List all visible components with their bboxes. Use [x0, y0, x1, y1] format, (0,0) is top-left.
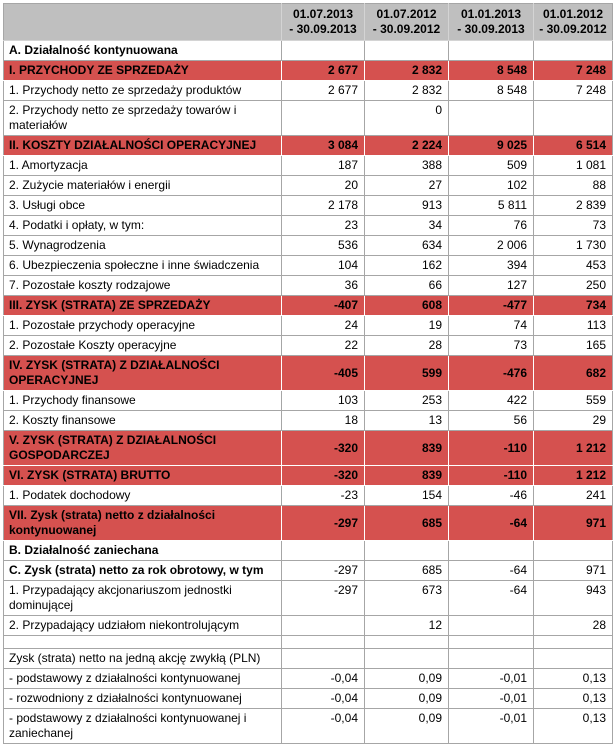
- value-cell: 36: [282, 276, 365, 296]
- value-cell: 2 832: [365, 81, 449, 101]
- table-row: [4, 176, 613, 196]
- table-row: [4, 356, 613, 391]
- value-cell: 253: [365, 391, 449, 411]
- table-row: [4, 391, 613, 411]
- value-cell: 2 677: [282, 81, 365, 101]
- row-label: A. Działalność kontynuowana: [4, 41, 282, 61]
- value-cell: 22: [282, 336, 365, 356]
- period-end: - 30.09.2012: [372, 22, 441, 36]
- value-cell: 536: [282, 236, 365, 256]
- row-label: V. ZYSK (STRATA) Z DZIAŁALNOŚCI GOSPODARCZEJ: [4, 431, 282, 466]
- value-cell: 8 548: [449, 61, 534, 81]
- value-cell: 165: [534, 336, 613, 356]
- row-label: 1. Amortyzacja: [4, 156, 282, 176]
- value-cell: -0,04: [282, 709, 365, 744]
- value-cell: 0,13: [534, 709, 613, 744]
- value-cell: 2 006: [449, 236, 534, 256]
- column-header-period-3: [449, 4, 534, 41]
- row-label: - rozwodniony z działalności kontynuowanej: [4, 689, 282, 709]
- value-cell: [449, 41, 534, 61]
- table-row: [4, 561, 613, 581]
- row-label: 2. Przychody netto ze sprzedaży towarów i materiałów: [4, 101, 282, 136]
- value-cell: [282, 616, 365, 636]
- value-cell: 127: [449, 276, 534, 296]
- period-end: - 30.09.2012: [539, 22, 607, 36]
- value-cell: -0,01: [449, 669, 534, 689]
- table-row: [4, 649, 613, 669]
- value-cell: 971: [534, 506, 613, 541]
- value-cell: 74: [449, 316, 534, 336]
- value-cell: 102: [449, 176, 534, 196]
- value-cell: -320: [282, 431, 365, 466]
- table-row: [4, 411, 613, 431]
- row-label: 3. Usługi obce: [4, 196, 282, 216]
- value-cell: 943: [534, 581, 613, 616]
- value-cell: -64: [449, 506, 534, 541]
- value-cell: 734: [534, 296, 613, 316]
- value-cell: 913: [365, 196, 449, 216]
- row-label: - podstawowy z działalności kontynuowanej i zaniechanej: [4, 709, 282, 744]
- row-label: 1. Przypadający akcjonariuszom jednostki dominującej: [4, 581, 282, 616]
- value-cell: 0,09: [365, 689, 449, 709]
- value-cell: 839: [365, 431, 449, 466]
- value-cell: 634: [365, 236, 449, 256]
- value-cell: [365, 541, 449, 561]
- value-cell: -110: [449, 431, 534, 466]
- row-label: VII. Zysk (strata) netto z działalności kontynuowanej: [4, 506, 282, 541]
- row-label: VI. ZYSK (STRATA) BRUTTO: [4, 466, 282, 486]
- value-cell: 19: [365, 316, 449, 336]
- value-cell: 13: [365, 411, 449, 431]
- header-row: [4, 4, 613, 41]
- value-cell: [534, 636, 613, 649]
- table-header: [4, 4, 613, 41]
- row-label: I. PRZYCHODY ZE SPRZEDAŻY: [4, 61, 282, 81]
- row-label: 1. Pozostałe przychody operacyjne: [4, 316, 282, 336]
- value-cell: -297: [282, 581, 365, 616]
- table-row: [4, 581, 613, 616]
- value-cell: 27: [365, 176, 449, 196]
- row-label: 1. Przychody finansowe: [4, 391, 282, 411]
- column-header-period-1: [282, 4, 365, 41]
- value-cell: -476: [449, 356, 534, 391]
- table-row: [4, 81, 613, 101]
- value-cell: [282, 541, 365, 561]
- value-cell: 5 811: [449, 196, 534, 216]
- value-cell: 388: [365, 156, 449, 176]
- table-row: [4, 41, 613, 61]
- value-cell: -297: [282, 506, 365, 541]
- table-row: [4, 506, 613, 541]
- value-cell: -477: [449, 296, 534, 316]
- value-cell: 2 224: [365, 136, 449, 156]
- value-cell: -405: [282, 356, 365, 391]
- row-label: 5. Wynagrodzenia: [4, 236, 282, 256]
- period-end: - 30.09.2013: [289, 22, 357, 36]
- row-label: II. KOSZTY DZIAŁALNOŚCI OPERACYJNEJ: [4, 136, 282, 156]
- value-cell: 839: [365, 466, 449, 486]
- value-cell: 187: [282, 156, 365, 176]
- value-cell: 422: [449, 391, 534, 411]
- value-cell: 162: [365, 256, 449, 276]
- table-row: [4, 296, 613, 316]
- value-cell: 599: [365, 356, 449, 391]
- value-cell: 682: [534, 356, 613, 391]
- table-row: [4, 336, 613, 356]
- value-cell: 1 081: [534, 156, 613, 176]
- value-cell: 1 212: [534, 466, 613, 486]
- value-cell: 18: [282, 411, 365, 431]
- value-cell: 28: [365, 336, 449, 356]
- value-cell: 0,13: [534, 669, 613, 689]
- table-row: [4, 541, 613, 561]
- value-cell: -0,04: [282, 669, 365, 689]
- value-cell: 73: [534, 216, 613, 236]
- corner-header: [4, 4, 282, 41]
- value-cell: 9 025: [449, 136, 534, 156]
- value-cell: 12: [365, 616, 449, 636]
- period-start: 01.01.2012: [542, 7, 604, 21]
- value-cell: 3 084: [282, 136, 365, 156]
- value-cell: [282, 101, 365, 136]
- row-label: - podstawowy z działalności kontynuowanej: [4, 669, 282, 689]
- value-cell: 685: [365, 561, 449, 581]
- table-row: [4, 486, 613, 506]
- table-row: [4, 136, 613, 156]
- table-row: [4, 316, 613, 336]
- value-cell: 559: [534, 391, 613, 411]
- value-cell: -64: [449, 561, 534, 581]
- row-label: 4. Podatki i opłaty, w tym:: [4, 216, 282, 236]
- value-cell: -0,01: [449, 709, 534, 744]
- value-cell: [365, 649, 449, 669]
- value-cell: 76: [449, 216, 534, 236]
- table-row: [4, 61, 613, 81]
- value-cell: 250: [534, 276, 613, 296]
- row-label: 2. Przypadający udziałom niekontrolującym: [4, 616, 282, 636]
- period-start: 01.07.2013: [292, 7, 354, 21]
- row-label: B. Działalność zaniechana: [4, 541, 282, 561]
- table-row: [4, 709, 613, 744]
- row-label: 2. Pozostałe Koszty operacyjne: [4, 336, 282, 356]
- table-row: [4, 256, 613, 276]
- value-cell: 104: [282, 256, 365, 276]
- value-cell: 34: [365, 216, 449, 236]
- value-cell: 20: [282, 176, 365, 196]
- value-cell: 1 212: [534, 431, 613, 466]
- value-cell: 28: [534, 616, 613, 636]
- value-cell: 2 677: [282, 61, 365, 81]
- table-row: [4, 466, 613, 486]
- value-cell: -23: [282, 486, 365, 506]
- value-cell: 29: [534, 411, 613, 431]
- value-cell: 2 178: [282, 196, 365, 216]
- period-end: - 30.09.2013: [457, 22, 525, 36]
- value-cell: 2 832: [365, 61, 449, 81]
- column-header-period-4: [534, 4, 613, 41]
- value-cell: -407: [282, 296, 365, 316]
- value-cell: -46: [449, 486, 534, 506]
- row-label: Zysk (strata) netto na jedną akcję zwykłą (PLN): [4, 649, 282, 669]
- value-cell: [282, 636, 365, 649]
- value-cell: [282, 41, 365, 61]
- table-row: [4, 276, 613, 296]
- value-cell: [449, 636, 534, 649]
- value-cell: -110: [449, 466, 534, 486]
- value-cell: [534, 41, 613, 61]
- value-cell: 66: [365, 276, 449, 296]
- value-cell: 7 248: [534, 81, 613, 101]
- row-label: 7. Pozostałe koszty rodzajowe: [4, 276, 282, 296]
- value-cell: 8 548: [449, 81, 534, 101]
- row-label: C. Zysk (strata) netto za rok obrotowy, w tym: [4, 561, 282, 581]
- value-cell: -0,01: [449, 689, 534, 709]
- table-row: [4, 669, 613, 689]
- table-row: [4, 216, 613, 236]
- value-cell: [534, 649, 613, 669]
- value-cell: -0,04: [282, 689, 365, 709]
- value-cell: [449, 541, 534, 561]
- table-body: [4, 41, 613, 744]
- table-row: [4, 101, 613, 136]
- value-cell: [534, 541, 613, 561]
- row-label: 2. Koszty finansowe: [4, 411, 282, 431]
- row-label: [4, 636, 282, 649]
- value-cell: 24: [282, 316, 365, 336]
- row-label: 6. Ubezpieczenia społeczne i inne świadczenia: [4, 256, 282, 276]
- value-cell: 88: [534, 176, 613, 196]
- value-cell: 394: [449, 256, 534, 276]
- value-cell: 673: [365, 581, 449, 616]
- row-label: IV. ZYSK (STRATA) Z DZIAŁALNOŚCI OPERACYJNEJ: [4, 356, 282, 391]
- value-cell: 56: [449, 411, 534, 431]
- value-cell: 154: [365, 486, 449, 506]
- value-cell: -320: [282, 466, 365, 486]
- value-cell: -64: [449, 581, 534, 616]
- value-cell: 453: [534, 256, 613, 276]
- value-cell: 7 248: [534, 61, 613, 81]
- value-cell: 1 730: [534, 236, 613, 256]
- row-label: 1. Przychody netto ze sprzedaży produktów: [4, 81, 282, 101]
- profit-loss-table: [3, 3, 613, 744]
- value-cell: 608: [365, 296, 449, 316]
- value-cell: 0: [365, 101, 449, 136]
- value-cell: [282, 649, 365, 669]
- table-row: [4, 236, 613, 256]
- table-row: [4, 616, 613, 636]
- value-cell: [534, 101, 613, 136]
- value-cell: 6 514: [534, 136, 613, 156]
- value-cell: [449, 649, 534, 669]
- row-label: 2. Zużycie materiałów i energii: [4, 176, 282, 196]
- value-cell: 971: [534, 561, 613, 581]
- value-cell: 2 839: [534, 196, 613, 216]
- value-cell: [449, 616, 534, 636]
- period-start: 01.07.2012: [376, 7, 437, 21]
- row-label: III. ZYSK (STRATA) ZE SPRZEDAŻY: [4, 296, 282, 316]
- value-cell: -297: [282, 561, 365, 581]
- table-row: [4, 636, 613, 649]
- value-cell: [365, 41, 449, 61]
- value-cell: [365, 636, 449, 649]
- table-row: [4, 196, 613, 216]
- value-cell: 241: [534, 486, 613, 506]
- value-cell: 0,13: [534, 689, 613, 709]
- value-cell: [449, 101, 534, 136]
- value-cell: 509: [449, 156, 534, 176]
- table-row: [4, 431, 613, 466]
- value-cell: 23: [282, 216, 365, 236]
- value-cell: 0,09: [365, 669, 449, 689]
- value-cell: 0,09: [365, 709, 449, 744]
- value-cell: 103: [282, 391, 365, 411]
- period-start: 01.01.2013: [460, 7, 522, 21]
- row-label: 1. Podatek dochodowy: [4, 486, 282, 506]
- column-header-period-2: [365, 4, 449, 41]
- value-cell: 113: [534, 316, 613, 336]
- table-row: [4, 156, 613, 176]
- value-cell: 685: [365, 506, 449, 541]
- value-cell: 73: [449, 336, 534, 356]
